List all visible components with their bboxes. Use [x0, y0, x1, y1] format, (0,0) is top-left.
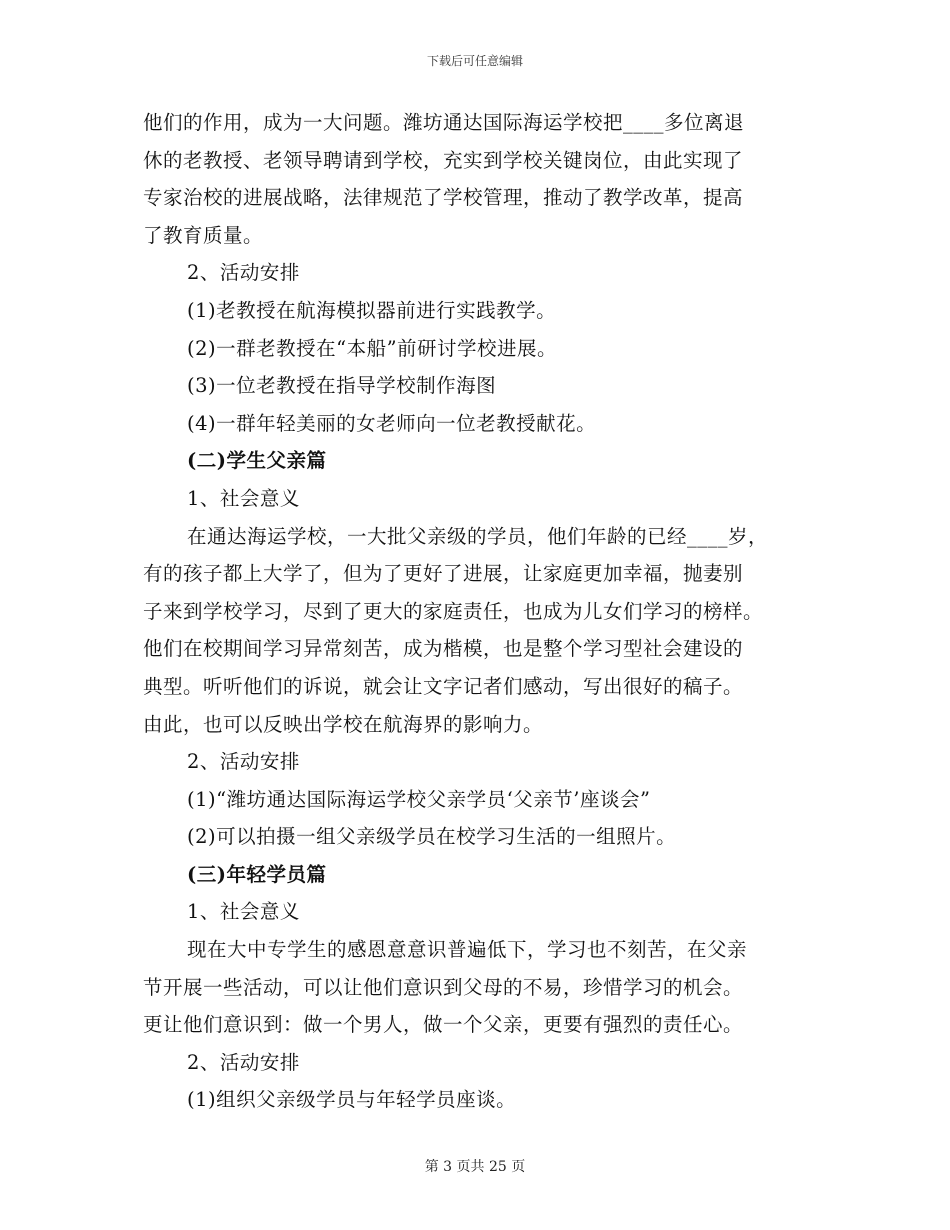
text-line: 由此，也可以反映出学校在航海界的影响力。 [143, 712, 544, 736]
document-body [143, 104, 811, 1119]
page-header: 下载后可任意编辑 [426, 54, 523, 68]
text-line: (1)“潍坊通达国际海运学校父亲学员‘父亲节’座谈会” [187, 787, 651, 811]
text-line: 在通达海运学校，一大批父亲级的学员，他们年龄的已经____岁， [187, 524, 769, 548]
text-line: (1)组织父亲级学员与年轻学员座谈。 [187, 1088, 517, 1112]
text-line: 他们的作用，成为一大问题。潍坊通达国际海运学校把____多位离退 [143, 111, 745, 134]
text-line: 有的孩子都上大学了，但为了更好了进展，让家庭更加幸福，抛妻别 [143, 562, 744, 586]
text-line: 2、活动安排 [187, 261, 300, 285]
text-line: 节开展一些活动，可以让他们意识到父母的不易，珍惜学习的机会。 [143, 975, 744, 999]
text-line: (4)一群年轻美丽的女老师向一位老教授献花。 [187, 411, 597, 435]
text-line: 了教育质量。 [143, 223, 264, 247]
text-line: (1)老教授在航海模拟器前进行实践教学。 [187, 298, 557, 322]
text-line: 2、活动安排 [187, 750, 300, 774]
page-footer: 第 3 页共 25 页 [424, 1159, 526, 1175]
text-line: 子来到学校学习，尽到了更大的家庭责任，也成为儿女们学习的榜样。 [143, 599, 764, 623]
text-line: 更让他们意识到：做一个男人，做一个父亲，更要有强烈的责任心。 [143, 1013, 744, 1037]
text-line: 典型。听听他们的诉说，就会让文字记者们感动，写出很好的稿子。 [143, 674, 744, 698]
text-line: 专家治校的进展战略，法律规范了学校管理，推动了教学改革，提高 [143, 186, 744, 210]
section-heading: (二)学生父亲篇 [187, 449, 327, 473]
text-line: (2)一群老教授在“本船”前研讨学校进展。 [187, 336, 558, 360]
text-line: 休的老教授、老领导聘请到学校，充实到学校关键岗位，由此实现了 [143, 148, 744, 172]
text-line: 2、活动安排 [187, 1050, 300, 1074]
text-line: (3)一位老教授在指导学校制作海图 [187, 374, 497, 398]
text-line: 1、社会意义 [187, 486, 300, 510]
text-line: (2)可以拍摄一组父亲级学员在校学习生活的一组照片。 [187, 825, 677, 849]
section-heading: (三)年轻学员篇 [187, 862, 327, 886]
text-line: 现在大中专学生的感恩意意识普遍低下，学习也不刻苦，在父亲 [187, 938, 748, 962]
text-line: 1、社会意义 [187, 900, 300, 924]
text-line: 他们在校期间学习异常刻苦，成为楷模，也是整个学习型社会建设的 [143, 637, 744, 661]
